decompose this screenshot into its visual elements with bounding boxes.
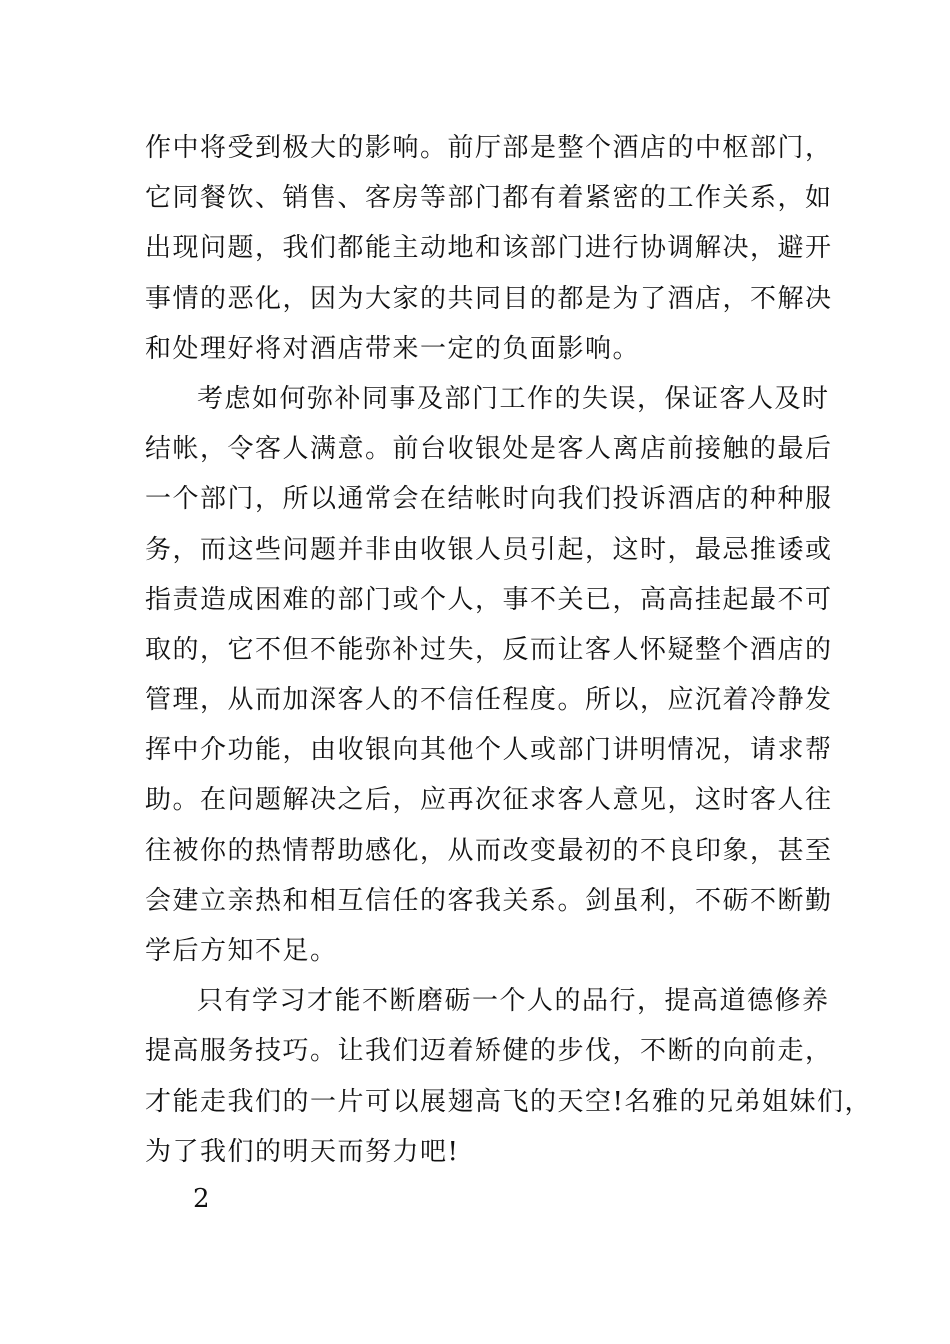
text-line: 助。在问题解决之后，应再次征求客人意见，这时客人往 bbox=[145, 785, 833, 816]
text-line: 提高服务技巧。让我们迈着矫健的步伐，不断的向前走， bbox=[145, 1036, 833, 1067]
text-line: 为了我们的明天而努力吧! bbox=[145, 1136, 460, 1167]
text-line: 取的，它不但不能弥补过失，反而让客人怀疑整个酒店的 bbox=[145, 634, 833, 665]
text-line: 作中将受到极大的影响。前厅部是整个酒店的中枢部门， bbox=[145, 133, 833, 163]
paragraph-first-line: 考虑如何弥补同事及部门工作的失误，保证客人及时 bbox=[197, 383, 830, 414]
body-text bbox=[145, 123, 872, 1177]
text-line: 和处理好将对酒店带来一定的负面影响。 bbox=[145, 333, 641, 364]
text-line: 出现问题，我们都能主动地和该部门进行协调解决，避开 bbox=[145, 233, 833, 264]
page-number: 2 bbox=[193, 1184, 210, 1214]
text-line: 它同餐饮、销售、客房等部门都有着紧密的工作关系，如 bbox=[145, 183, 833, 214]
text-line: 事情的恶化，因为大家的共同目的都是为了酒店，不解决 bbox=[145, 283, 833, 314]
text-line: 挥中介功能，由收银向其他个人或部门讲明情况，请求帮 bbox=[145, 735, 833, 766]
text-line: 结帐，令客人满意。前台收银处是客人离店前接触的最后 bbox=[145, 434, 833, 465]
text-line: 往被你的热情帮助感化，从而改变最初的不良印象，甚至 bbox=[145, 835, 833, 866]
paragraph-first-line: 只有学习才能不断磨砺一个人的品行，提高道德修养 bbox=[197, 986, 830, 1017]
text-line: 学后方知不足。 bbox=[145, 936, 338, 966]
text-line: 务，而这些问题并非由收银人员引起，这时，最忌推诿或 bbox=[145, 534, 833, 565]
text-line: 会建立亲热和相互信任的客我关系。剑虽利，不砺不断勤 bbox=[145, 885, 833, 916]
text-line: 才能走我们的一片可以展翅高飞的天空!名雅的兄弟姐妹们， bbox=[145, 1086, 872, 1117]
text-line: 指责造成困难的部门或个人，事不关已，高高挂起最不可 bbox=[145, 584, 833, 615]
text-line: 一个部门，所以通常会在结帐时向我们投诉酒店的种种服 bbox=[145, 484, 833, 515]
text-line: 管理，从而加深客人的不信任程度。所以，应沉着冷静发 bbox=[145, 685, 833, 716]
